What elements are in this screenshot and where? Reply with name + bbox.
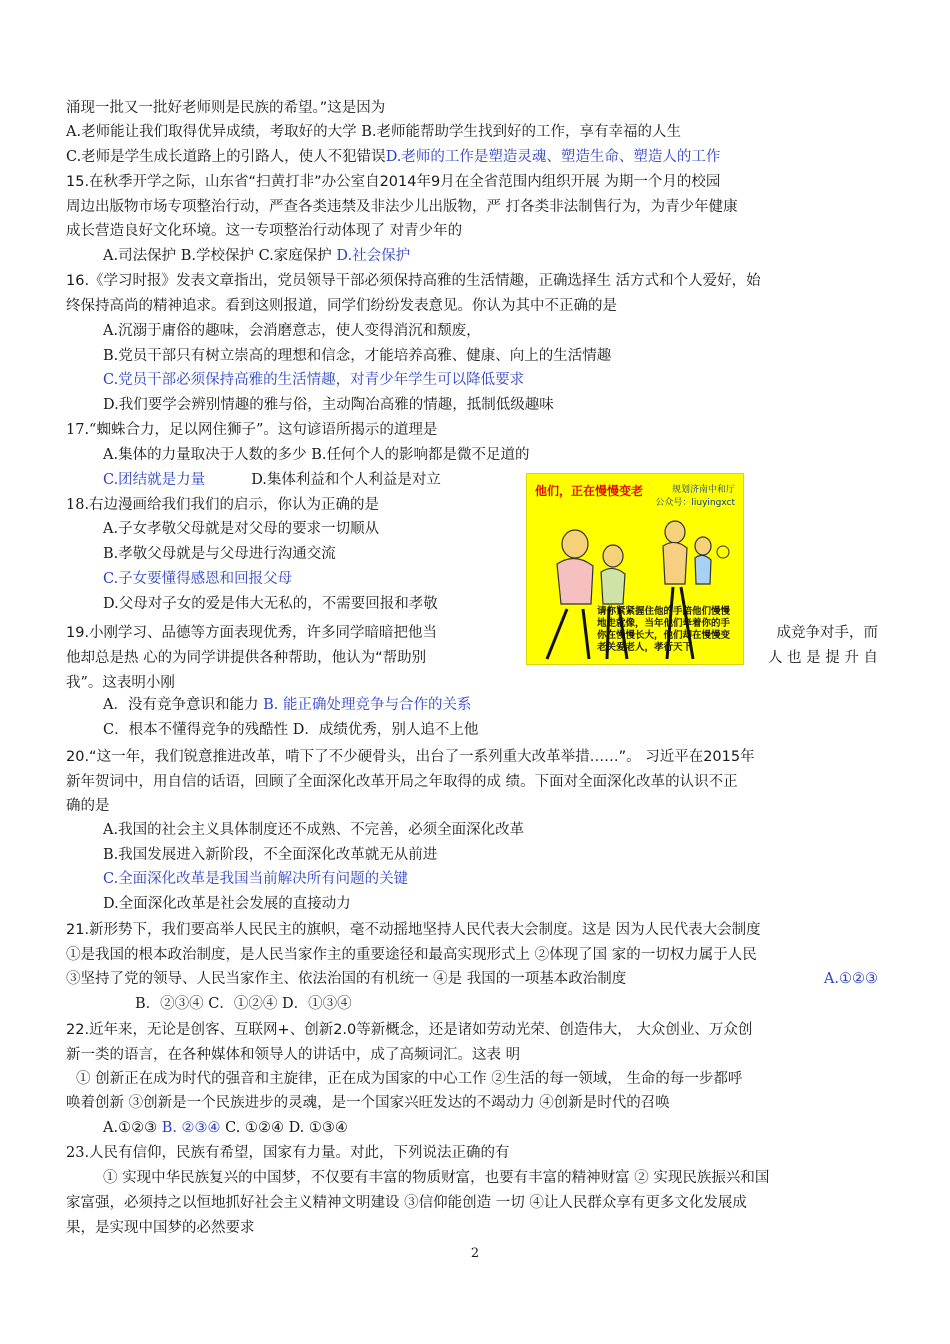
answer-text: A.①②③: [823, 971, 878, 987]
q22-stem: [66, 1018, 878, 1042]
text: B.我国发展进入新阶段，不全面深化改革就无从前进: [103, 847, 438, 863]
text: 17.“蜘蛛合力，足以网住狮子”。这句谚语所揭示的道理是: [66, 422, 438, 438]
q20-option-c: [103, 867, 878, 891]
q23-stem: [66, 1216, 878, 1240]
cartoon-caption: 请你紧紧握住他的手陪他们慢慢地走就像，当年他们牵着你的手你在慢慢长大，他们却在慢慢变老关爱老人，孝行天下: [597, 606, 731, 653]
text: D.全面深化改革是社会发展的直接动力: [103, 896, 351, 912]
text: A.子女孝敬父母就是对父母的要求一切顺从: [103, 521, 380, 537]
text: 唤着创新 ③创新是一个民族进步的灵魂，是一个国家兴旺发达的不竭动力 ④创新是时代的召唤: [66, 1095, 670, 1111]
q18-option-b: [103, 542, 513, 566]
q16-stem: [66, 269, 878, 293]
text: A.①②③: [103, 1120, 162, 1136]
answer-text: D.老师的工作是塑造灵魂、塑造生命、塑造人的工作: [385, 149, 721, 165]
answer-text: C.党员干部必须保持高雅的生活情趣，对青少年学生可以降低要求: [103, 372, 525, 388]
page-number: 2: [470, 1246, 480, 1261]
answer-text: C.全面深化改革是我国当前解决所有问题的关键: [103, 871, 409, 887]
q16-option-d: [103, 393, 878, 417]
answer-text: C.团结就是力量: [103, 472, 206, 488]
text: 确的是: [66, 798, 110, 814]
q22-stem: [76, 1067, 878, 1091]
q19-stem-right: [752, 646, 878, 670]
q14-options-ab: [66, 120, 878, 144]
text: A．没有竞争意识和能力: [103, 697, 264, 713]
text: C.老师是学生成长道路上的引路人，使人不犯错误: [66, 149, 386, 165]
q20-option-d: [103, 892, 878, 916]
text: 他却总是热 心的为同学讲提供各种帮助，他认为“帮助别: [66, 650, 427, 666]
text: 22.近年来，无论是创客、互联网+、创新2.0等新概念，还是诸如劳动光荣、创造伟大， 大众创业、万众创: [66, 1022, 753, 1038]
text: 人 也 是 提 升 自: [767, 650, 878, 666]
q23-stem: [103, 1166, 878, 1190]
text: 新年贺词中，用自信的话语，回顾了全面深化改革开局之年取得的成 绩。下面对全面深化改革的认识不正: [66, 774, 738, 790]
q19-stem: [66, 671, 878, 695]
q23-stem: [66, 1191, 878, 1215]
cartoon-source-line: 规划济南中和厅: [671, 485, 735, 495]
q17-options-cd: [103, 468, 523, 492]
q19-options-ab: [103, 693, 878, 717]
text: B．②③④ C．①②④ D．①③④: [135, 996, 352, 1012]
q20-option-a: [103, 818, 878, 842]
q16-stem: [66, 294, 878, 318]
text: 19.小刚学习、品德等方面表现优秀，许多同学暗暗把他当: [66, 625, 438, 641]
text: ①是我国的根本政治制度，是人民当家作主的重要途径和最高实现形式上 ②体现了国 家的一切权力属于人民: [66, 947, 757, 963]
text: ① 实现中华民族复兴的中国梦，不仅要有丰富的物质财富，也要有丰富的精神财富 ② 实现民族振兴和国: [103, 1170, 770, 1186]
text: D.我们要学会辨别情趣的雅与俗，主动陶冶高雅的情趣，抵制低级趣味: [103, 397, 554, 413]
q20-option-b: [103, 843, 878, 867]
q21-stem: [66, 918, 878, 942]
text: 家富强，必须持之以恒地抓好社会主义精神文明建设 ③信仰能创造 一切 ④让人民群众享有更多文化发展成: [66, 1195, 747, 1211]
text: 21.新形势下，我们要高举人民民主的旗帜，毫不动摇地坚持人民代表大会制度。这是 因为人民代表大会制度: [66, 922, 761, 938]
cartoon-source-line: 公众号：liuyingxct: [655, 498, 735, 508]
q18-stem: [66, 493, 506, 517]
q21-options-bcd: [135, 992, 835, 1016]
q15-stem: [66, 195, 878, 219]
q18-option-a: [103, 517, 513, 541]
answer-text: D.社会保护: [336, 248, 411, 264]
text: A.老师能让我们取得优异成绩，考取好的大学 B.老师能帮助学生找到好的工作，享有幸福的人生: [66, 124, 681, 140]
q21-stem: [66, 967, 806, 991]
text: A.沉溺于庸俗的趣味，会消磨意志，使人变得消沉和颓废，: [103, 323, 481, 339]
q19-stem: [66, 621, 521, 645]
q15-options: [103, 244, 878, 268]
q19-stem-right: [752, 621, 878, 645]
answer-text: B. ②③④: [161, 1120, 221, 1136]
text: 新一类的语言，在各种媒体和领导人的讲话中，成了高频词汇。这表 明: [66, 1047, 521, 1063]
text: 20.“这一年，我们锐意推进改革，啃下了不少硬骨头，出台了一系列重大改革举措……”。 习近平在2015年: [66, 749, 755, 765]
text: B.党员干部只有树立崇高的理想和信念，才能培养高雅、健康、向上的生活情趣: [103, 348, 612, 364]
text: 成竞争对手，而: [776, 625, 878, 641]
text: 我”。这表明小刚: [66, 675, 175, 691]
text: 终保持高尚的精神追求。看到这则报道，同学们纷纷发表意见。你认为其中不正确的是: [66, 298, 617, 314]
q15-stem: [66, 170, 878, 194]
q18-option-d: [103, 592, 513, 616]
q16-option-b: [103, 344, 878, 368]
text: 15.在秋季开学之际，山东省“扫黄打非”办公室自2014年9月在全省范围内组织开展 为期一个月的校园: [66, 174, 721, 190]
q17-stem: [66, 418, 878, 442]
text: ① 创新正在成为时代的强音和主旋律，正在成为国家的中心工作 ②生活的每一领域， 生命的每一步都呼: [76, 1071, 743, 1087]
q21-option-a: [788, 967, 878, 991]
cartoon-image: [526, 473, 744, 665]
q19-options-cd: [103, 718, 878, 742]
q23-stem: [66, 1141, 878, 1165]
q20-stem: [66, 770, 878, 794]
text: 周边出版物市场专项整治行动，严查各类违禁及非法少儿出版物，严 打各类非法制售行为，为青少年健康: [66, 199, 738, 215]
q14-stem-tail: [66, 96, 878, 120]
q16-option-c: [103, 368, 878, 392]
q18-option-c: [103, 567, 513, 591]
q14-options-cd: [66, 145, 878, 169]
q21-stem: [66, 943, 878, 967]
text: 成长营造良好文化环境。这一专项整治行动体现了 对青少年的: [66, 223, 463, 239]
text: D.父母对子女的爱是伟大无私的，不需要回报和孝敬: [103, 596, 438, 612]
answer-text: B. 能正确处理竞争与合作的关系: [263, 697, 472, 713]
text: 18.右边漫画给我们我们的启示，你认为正确的是: [66, 497, 380, 513]
q22-stem: [66, 1091, 878, 1115]
q19-stem: [66, 646, 521, 670]
q15-stem: [66, 219, 878, 243]
text: C．根本不懂得竞争的残酷性 D．成绩优秀，别人追不上他: [103, 722, 479, 738]
text: 16.《学习时报》发表文章指出，党员领导干部必须保持高雅的生活情趣，正确选择生 活方式和个人爱好，始: [66, 273, 761, 289]
text: D.集体利益和个人利益是对立: [251, 472, 441, 488]
text: 果，是实现中国梦的必然要求: [66, 1220, 255, 1236]
q22-stem: [66, 1043, 878, 1067]
text: A.我国的社会主义具体制度还不成熟、不完善，必须全面深化改革: [103, 822, 525, 838]
text: C. ①②④ D. ①③④: [220, 1120, 348, 1136]
text: A.集体的力量取决于人数的多少 B.任何个人的影响都是微不足道的: [103, 447, 530, 463]
q22-options: [103, 1116, 878, 1140]
q17-options-ab: [103, 443, 878, 467]
text: B.孝敬父母就是与父母进行沟通交流: [103, 546, 336, 562]
q16-option-a: [103, 319, 878, 343]
text: 涌现一批又一批好老师则是民族的希望。”这是因为: [66, 100, 386, 116]
answer-text: C.子女要懂得感恩和回报父母: [103, 571, 293, 587]
text: A.司法保护 B.学校保护 C.家庭保护: [103, 248, 337, 264]
cartoon-title: 他们，正在慢慢变老: [535, 484, 644, 498]
text: 23.人民有信仰，民族有希望，国家有力量。对此，下列说法正确的有: [66, 1145, 510, 1161]
text: ③坚持了党的领导、人民当家作主、依法治国的有机统一 ④是 我国的一项基本政治制度: [66, 971, 627, 987]
q20-stem: [66, 745, 878, 769]
q20-stem: [66, 794, 878, 818]
